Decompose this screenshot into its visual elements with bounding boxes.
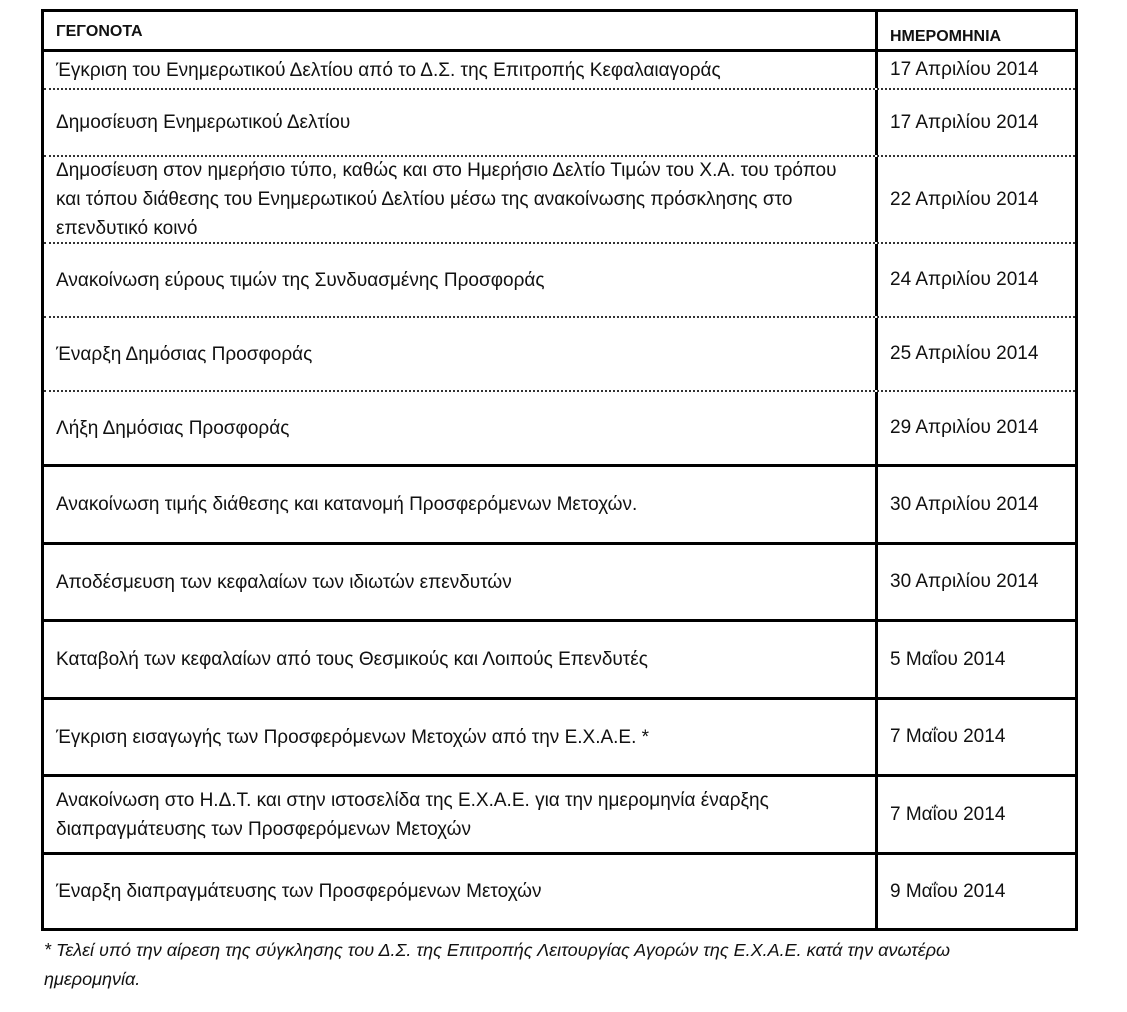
table-row	[44, 545, 1075, 622]
event-cell: Δημοσίευση στον ημερήσιο τύπο, καθώς και στο Ημερήσιο Δελτίο Τιμών του Χ.Α. του τρόπου και τόπου διάθεσης του Ενημερωτικού Δελτίου μέσω της ανακοίνωσης πρόσκλησης στο επενδυτικό κοινό	[44, 157, 878, 242]
date-cell: 30 Απριλίου 2014	[890, 571, 1039, 592]
date-cell: 29 Απριλίου 2014	[890, 417, 1039, 438]
date-cell: 9 Μαΐου 2014	[890, 880, 1006, 902]
event-cell: Έναρξη Δημόσιας Προσφοράς	[44, 318, 878, 390]
table-row	[44, 318, 1075, 392]
table-row	[44, 700, 1075, 777]
table-row	[44, 467, 1075, 545]
event-cell: Ανακοίνωση τιμής διάθεσης και κατανομή Προσφερόμενων Μετοχών.	[44, 467, 878, 542]
timetable	[41, 9, 1078, 931]
event-cell: Έγκριση εισαγωγής των Προσφερόμενων Μετοχών από την Ε.Χ.Α.Ε. *	[44, 700, 878, 774]
event-cell: Δημοσίευση Ενημερωτικού Δελτίου	[44, 90, 878, 155]
event-cell: Έναρξη διαπραγμάτευσης των Προσφερόμενων Μετοχών	[44, 855, 878, 928]
date-cell: 22 Απριλίου 2014	[890, 188, 1039, 210]
table-header-row	[44, 12, 1075, 52]
footnote: * Τελεί υπό την αίρεση της σύγκλησης του Δ.Σ. της Επιτροπής Λειτουργίας Αγορών της Ε.Χ.Α.Ε. κατά την ανωτέρω ημερομηνία.	[44, 940, 951, 989]
event-cell: Έγκριση του Ενημερωτικού Δελτίου από το Δ.Σ. της Επιτροπής Κεφαλαιαγοράς	[44, 52, 878, 88]
table-row	[44, 90, 1075, 157]
table-row	[44, 157, 1075, 244]
date-cell: 7 Μαΐου 2014	[890, 803, 1006, 825]
event-cell: Ανακοίνωση εύρους τιμών της Συνδυασμένης Προσφοράς	[44, 244, 878, 316]
date-cell: 17 Απριλίου 2014	[890, 59, 1039, 80]
date-cell: 24 Απριλίου 2014	[890, 269, 1039, 290]
date-cell: 30 Απριλίου 2014	[890, 493, 1039, 515]
header-date: ΗΜΕΡΟΜΗΝΙΑ	[890, 28, 1002, 45]
table-row	[44, 244, 1075, 318]
date-cell: 25 Απριλίου 2014	[890, 343, 1039, 364]
date-cell: 17 Απριλίου 2014	[890, 111, 1039, 133]
date-cell: 7 Μαΐου 2014	[890, 726, 1006, 747]
table-row	[44, 622, 1075, 700]
event-cell: Καταβολή των κεφαλαίων από τους Θεσμικούς και Λοιπούς Επενδυτές	[44, 622, 878, 697]
table-row	[44, 777, 1075, 855]
date-cell: 5 Μαΐου 2014	[890, 648, 1006, 670]
table-row	[44, 52, 1075, 90]
event-cell: Λήξη Δημόσιας Προσφοράς	[44, 392, 878, 464]
table-row	[44, 392, 1075, 467]
event-cell: Ανακοίνωση στο Η.Δ.Τ. και στην ιστοσελίδα της Ε.Χ.Α.Ε. για την ημερομηνία έναρξης διαπραγμάτευσης των Προσφερόμενων Μετοχών	[44, 777, 878, 852]
header-events: ΓΕΓΟΝΟΤΑ	[44, 12, 878, 49]
event-cell: Αποδέσμευση των κεφαλαίων των ιδιωτών επενδυτών	[44, 545, 878, 619]
table-row	[44, 855, 1075, 928]
